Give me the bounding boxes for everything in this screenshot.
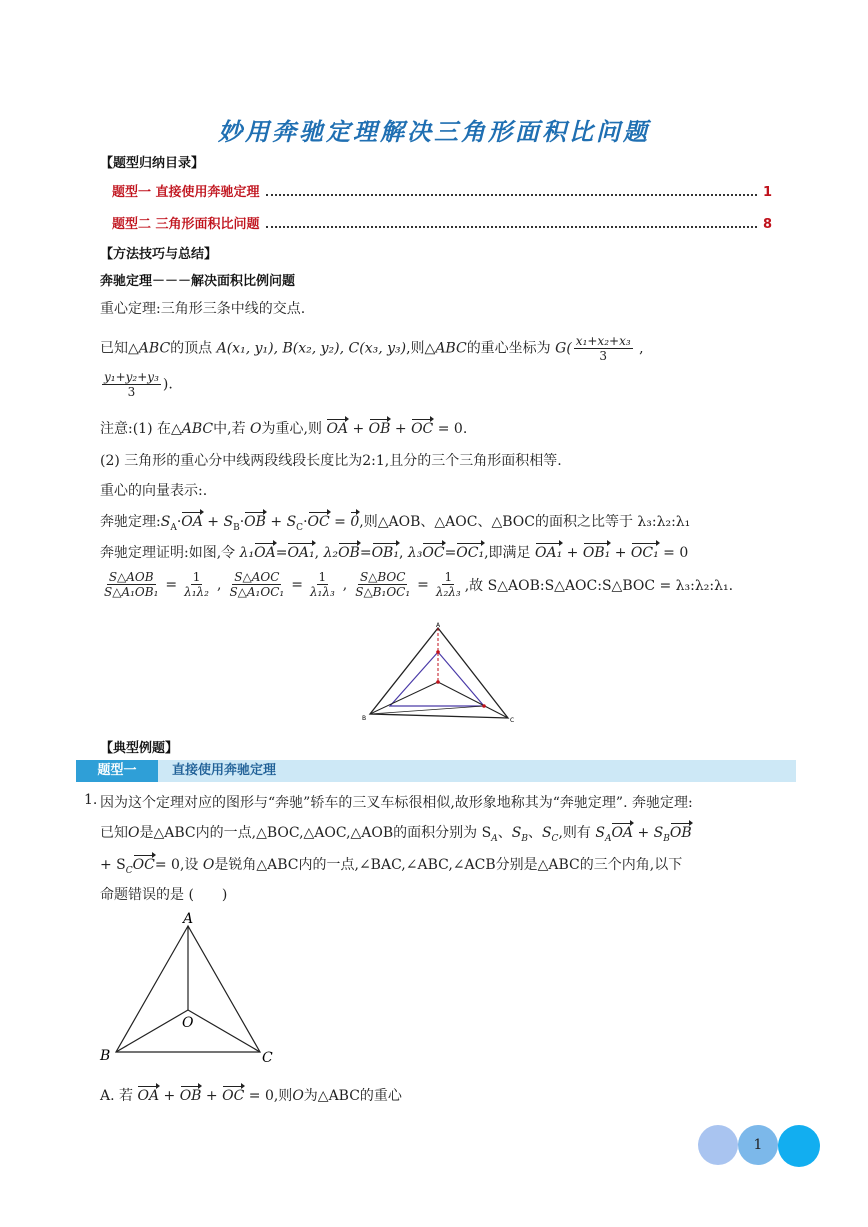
text: = 0.: [437, 421, 468, 437]
line-centroid-coords: 已知△ABC的顶点 A(x₁, y₁), B(x₂, y₂), C(x₃, y₃),则△ABC的重心坐标为 G( $\frac{\text{x₁+x₂+x₃}}{3}$ ,: [100, 334, 644, 363]
line-note-1: 注意:(1) 在△ABC中,若 O为重心,则 OA + OB + OC = 0.: [100, 421, 468, 437]
vector: OB₁: [371, 545, 399, 561]
fig2-label-b: B: [100, 1048, 111, 1064]
banner-label: 直接使用奔驰定理: [172, 763, 277, 778]
theorem-heading: 奔驰定理－－－解决面积比例问题: [100, 274, 296, 289]
line-benz-theorem: 奔驰定理$:S_A\cdot OA + S_B\cdot OB + S_C\cdot OC = 0$,则△AOB、△AOC、△BOC的面积之比等于 λ₃:λ₂:λ₁: [100, 514, 691, 533]
text: 是锐角△ABC内的一点,∠BAC,∠ABC,∠ACB分别是△ABC的三个内角,以下: [214, 857, 683, 873]
fraction-ratio: [182, 570, 211, 599]
vector: OB: [368, 421, 391, 437]
frac-num: y₁+y₂+y₃: [104, 370, 159, 384]
vector: OA: [611, 825, 634, 841]
toc-item-2[interactable]: [112, 213, 772, 232]
toc-page: 1: [762, 185, 772, 200]
vector: OA₁: [535, 545, 563, 561]
text: = 0,设: [154, 857, 199, 873]
frac-num: S△BOC: [359, 570, 406, 584]
text: 为△ABC的重心: [303, 1088, 402, 1104]
frac-den: λ₁λ₃: [309, 585, 335, 599]
text: 已知△: [100, 340, 139, 357]
fig1-label-b: B: [362, 715, 367, 722]
vector: OB: [338, 545, 360, 561]
vector: OC: [422, 545, 445, 561]
text: O: [250, 421, 262, 437]
frac-den: S△A₁OC₁: [229, 585, 285, 599]
text: 已知: [100, 825, 128, 841]
fig2-label-a: A: [183, 911, 194, 927]
figure-benz-triangle: [96, 910, 280, 1066]
question-number: 1.: [84, 792, 98, 808]
fraction-area: [102, 570, 160, 599]
vertex-coords: A(x₁, y₁), B(x₂, y₂), C(x₃, y₃): [216, 340, 407, 357]
frac-num: 1: [444, 570, 453, 584]
frac-den: λ₂λ₃: [435, 585, 461, 599]
text: ,故 S△AOB:S△AOC:S△BOC = λ₃:λ₂:λ₁.: [464, 577, 734, 594]
text: ).: [162, 376, 173, 393]
vector: OB: [179, 1088, 202, 1104]
toc-item-1[interactable]: [112, 181, 772, 200]
text: 为重心,则: [261, 421, 322, 437]
vector: OC₁: [456, 545, 485, 561]
fraction-ratio: [434, 570, 463, 599]
vector: OC: [411, 421, 434, 437]
line-vector-rep: 重心的向量表示:.: [100, 483, 208, 499]
frac-num: S△AOC: [234, 570, 280, 584]
section-banner: [76, 760, 796, 782]
question-line-2: 已知O是△ABC内的一点,△BOC,△AOC,△AOB的面积分别为 $S_A$、$S_B$、$S_C$,则有 $S_AOA + S_BOB$: [100, 825, 692, 844]
vector: OC₁: [630, 545, 659, 561]
text: 的重心坐标为: [466, 340, 551, 357]
text: = 0,则: [248, 1088, 293, 1104]
text: 是△ABC内的一点,△BOC,△AOC,△AOB的面积分别为 S: [139, 825, 492, 841]
fraction-area: [353, 570, 412, 599]
fraction-gy: [102, 370, 161, 399]
text: ABC: [138, 340, 171, 357]
question-line-1: 因为这个定理对应的图形与“奔驰”轿车的三叉车标很相似,故形象地称其为“奔驰定理”. 奔驰定理:: [100, 795, 693, 811]
fig1-label-a: A: [436, 622, 441, 629]
fig1-label-c: C: [510, 717, 515, 724]
line-centroid: 重心定理:三角形三条中线的交点.: [100, 301, 306, 317]
page-deco-left: [698, 1125, 738, 1165]
line-note-2: (2) 三角形的重心分中线两段线段长度比为2:1,且分的三个三角形面积相等.: [100, 453, 562, 469]
frac-den: S△A₁OB₁: [104, 585, 159, 599]
toc-page: 8: [762, 217, 772, 232]
text: ,即满足: [484, 545, 531, 561]
vector: OB: [244, 514, 266, 530]
frac-num: S△AOB: [108, 570, 154, 584]
frac-num: 1: [192, 570, 201, 584]
text: ,则△: [406, 340, 436, 357]
line-area-ratios: $\frac{\text{S△AOB}}{\text{S△A₁OB₁}}$ = $\frac{1}{\text{λ₁λ₂}}$ , $\frac{\text{S△AOC}}{\text{S△A₁OC₁}}$ = $\frac{1}{\text{λ₁λ₃}}$ , $\frac{\text{S△BOC}}{\text{S△B₁OC₁}}$ = $\frac{1}{\text{λ₂λ₃}}$ ,故 S△AOB:S△AOC:S△BOC = λ₃:λ₂:λ₁.: [104, 570, 734, 599]
vector: OA: [254, 545, 276, 561]
text: ,则△AOB、△AOC、△BOC的面积之比等于 λ₃:λ₂:λ₁: [359, 514, 691, 530]
text: G(: [555, 340, 572, 357]
toc-heading: 【题型归纳目录】: [100, 156, 205, 171]
question-line-3: + $S_COC= 0$,设 O是锐角△ABC内的一点,∠BAC,∠ABC,∠ACB分别是△ABC的三个内角,以下: [100, 857, 683, 876]
vector: OA: [137, 1088, 160, 1104]
frac-den: λ₁λ₂: [184, 585, 209, 599]
page-deco-right: [778, 1125, 820, 1167]
fig2-label-c: C: [262, 1050, 273, 1066]
toc-leader: [266, 226, 757, 228]
vector: OC: [132, 857, 155, 873]
vector: OA₁: [287, 545, 315, 561]
vector: OA: [181, 514, 203, 530]
question-line-4: 命题错误的是 ( ): [100, 887, 228, 903]
line-centroid-coords-2: [100, 370, 173, 399]
fraction-area: [227, 570, 286, 599]
figure-triangle-proof: [360, 622, 520, 724]
vector: OB₁: [582, 545, 611, 561]
text: 中,若: [213, 421, 246, 437]
text: ABC: [181, 421, 214, 437]
text: + S: [100, 857, 126, 873]
line-benz-proof: 奔驰定理证明:如图,令 λ₁OA=OA₁, λ₂OB=OB₁, λ₃OC=OC₁,即满足 OA₁ + OB₁ + OC₁ = 0: [100, 545, 689, 561]
banner-tag: 题型一: [76, 760, 158, 782]
vector: 0: [350, 514, 360, 530]
methods-heading: 【方法技巧与总结】: [100, 247, 218, 262]
frac-den: 3: [599, 349, 608, 363]
fig2-label-o: O: [182, 1015, 194, 1031]
frac-den: 3: [127, 385, 136, 399]
text: ABC: [435, 340, 467, 357]
vector: OB: [669, 825, 692, 841]
text: A. 若: [100, 1088, 134, 1104]
toc-item-label: 题型一 直接使用奔驰定理: [112, 185, 260, 200]
text: 奔驰定理:: [100, 514, 161, 530]
vector: OC: [307, 514, 330, 530]
example-heading: 【典型例题】: [100, 741, 179, 756]
frac-num: 1: [318, 570, 327, 584]
option-a[interactable]: A. 若 OA + OB + OC = 0,则O为△ABC的重心: [100, 1088, 402, 1104]
fraction-ratio: [308, 570, 337, 599]
frac-den: S△B₁OC₁: [355, 585, 411, 599]
page-number: 1: [738, 1125, 778, 1165]
vector: OA: [326, 421, 349, 437]
toc-item-label: 题型二 三角形面积比问题: [112, 217, 260, 232]
toc-leader: [266, 194, 757, 196]
text: 的顶点: [170, 340, 213, 357]
page-title: 妙用奔驰定理解决三角形面积比问题: [218, 117, 650, 146]
vector: OC: [222, 1088, 245, 1104]
text: 注意:(1) 在△: [100, 421, 182, 437]
frac-num: x₁+x₂+x₃: [575, 334, 631, 348]
text: 奔驰定理证明:如图,令: [100, 545, 236, 561]
fraction-gx: [574, 334, 633, 363]
